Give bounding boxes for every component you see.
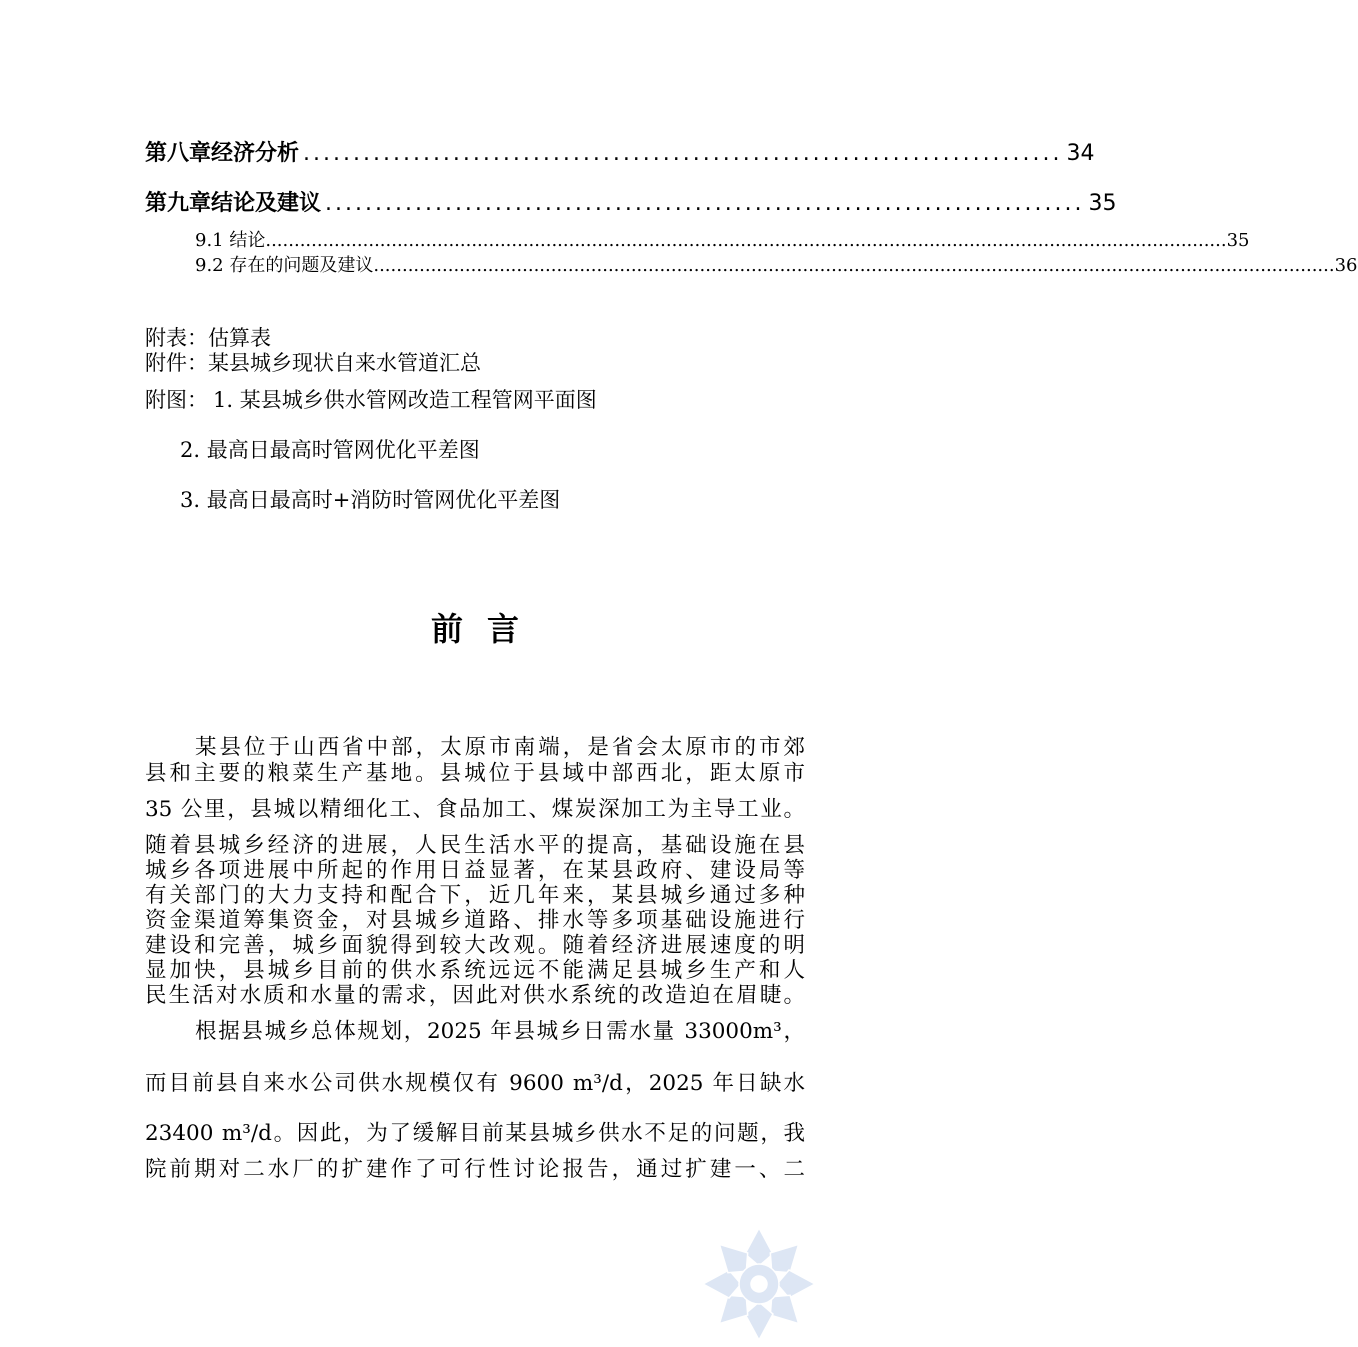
toc-leader-dots: ............................................................................ bbox=[303, 141, 1063, 166]
appendix-table: 附表：估算表 bbox=[145, 326, 271, 350]
preface-line-4: 随着县城乡经济的进展，人民生活水平的提高，基础设施在县 bbox=[145, 833, 805, 858]
toc-chapter-9[interactable] bbox=[145, 186, 1117, 217]
toc-leader-dots: ........................................................................................................................................................................ bbox=[373, 255, 1335, 276]
appendix-figure-2: 2. 最高日最高时管网优化平差图 bbox=[180, 438, 480, 462]
preface-line-7: 资金渠道筹集资金，对县城乡道路、排水等多项基础设施进行 bbox=[145, 908, 805, 933]
preface-line-9: 显加快，县城乡目前的供水系统远远不能满足县城乡生产和人 bbox=[145, 958, 805, 983]
preface-line-6: 有关部门的大力支持和配合下，近几年来，某县城乡通过多种 bbox=[145, 883, 805, 908]
toc-page-number: 35 bbox=[1088, 191, 1117, 216]
toc-chapter-label: 第九章 bbox=[145, 191, 212, 216]
preface-line-12: 而目前县自来水公司供水规模仅有 9600 m³/d，2025 年日缺水 bbox=[145, 1071, 805, 1096]
toc-chapter-8[interactable] bbox=[145, 136, 1095, 167]
toc-leader-dots: ........................................................................................................................................................................ bbox=[265, 230, 1227, 251]
toc-page-number: 36 bbox=[1334, 255, 1358, 276]
toc-page-number: 35 bbox=[1226, 230, 1250, 251]
preface-line-8: 建设和完善，城乡面貌得到较大改观。随着经济进展速度的明 bbox=[145, 933, 805, 958]
toc-section-9-1[interactable] bbox=[195, 226, 1250, 252]
toc-section-title: 9.2 存在的问题及建议 bbox=[195, 255, 374, 276]
toc-page-number: 34 bbox=[1066, 141, 1095, 166]
appendix-attachment: 附件：某县城乡现状自来水管道汇总 bbox=[145, 351, 481, 375]
toc-leader-dots: ............................................................................ bbox=[325, 191, 1085, 216]
preface-line-14: 院前期对二水厂的扩建作了可行性讨论报告，通过扩建一、二 bbox=[145, 1157, 805, 1182]
preface-line-13: 23400 m³/d。因此，为了缓解目前某县城乡供水不足的问题，我 bbox=[145, 1121, 805, 1146]
toc-chapter-title: 结论及建议 bbox=[211, 191, 322, 216]
toc-section-9-2[interactable] bbox=[195, 251, 1358, 277]
preface-line-2: 县和主要的粮菜生产基地。县城位于县域中部西北，距太原市 bbox=[145, 761, 805, 786]
appendix-figure-1: 1. 某县城乡供水管网改造工程管网平面图 bbox=[213, 388, 597, 412]
preface-line-11: 根据县城乡总体规划，2025 年县城乡日需水量 33000m³， bbox=[195, 1019, 805, 1044]
toc-section-title: 9.1 结论 bbox=[195, 230, 266, 251]
toc-chapter-label: 第八章 bbox=[145, 141, 212, 166]
watermark-snowflake-icon bbox=[700, 1225, 818, 1347]
appendix-figures-label: 附图： bbox=[145, 388, 208, 412]
preface-title: 前言 bbox=[430, 610, 543, 648]
preface-line-3: 35 公里，县城以精细化工、食品加工、煤炭深加工为主导工业。 bbox=[145, 797, 805, 822]
preface-line-10: 民生活对水质和水量的需求，因此对供水系统的改造迫在眉睫。 bbox=[145, 983, 805, 1008]
toc-chapter-title: 经济分析 bbox=[211, 141, 300, 166]
appendix-figure-3: 3. 最高日最高时+消防时管网优化平差图 bbox=[180, 488, 561, 512]
preface-line-5: 城乡各项进展中所起的作用日益显著，在某县政府、建设局等 bbox=[145, 858, 805, 883]
preface-line-1: 某县位于山西省中部，太原市南端，是省会太原市的市郊 bbox=[195, 735, 805, 760]
